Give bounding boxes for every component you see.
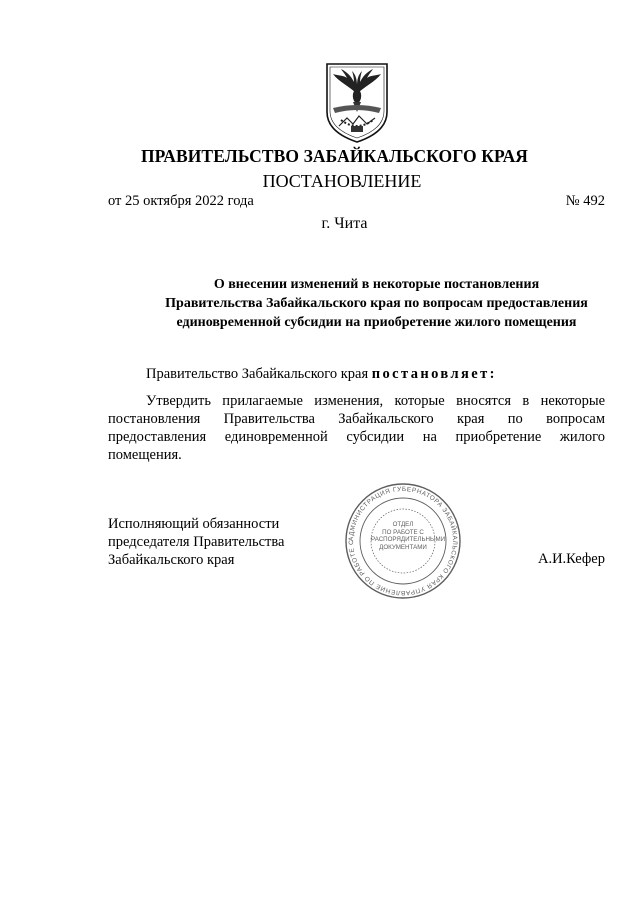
stamp-center-line: ОТДЕЛ	[392, 521, 414, 528]
signatory-title	[108, 515, 284, 569]
stamp-center-text	[371, 521, 446, 551]
decree-intro	[146, 366, 497, 383]
document-number: № 492	[565, 193, 605, 209]
stamp-center-line: РАСПОРЯДИТЕЛЬНЫМИ	[371, 536, 446, 543]
signatory-name: А.И.Кефер	[537, 551, 605, 567]
document-city: г. Чита	[321, 215, 368, 232]
document-date: от 25 октября 2022 года	[108, 193, 254, 209]
signatory-title-line: председателя Правительства	[108, 534, 285, 550]
subject-line: Правительства Забайкальского края по вопросам предоставления	[165, 296, 588, 311]
signatory-title-line: Исполняющий обязанности	[108, 516, 280, 532]
subject-line: О внесении изменений в некоторые постановления	[213, 277, 540, 292]
document-subject	[148, 275, 605, 332]
decree-word: постановляет:	[371, 366, 497, 382]
intro-text: Правительство Забайкальского края	[146, 366, 369, 382]
zabaykalsky-coat-of-arms-icon	[321, 60, 393, 144]
document-type: ПОСТАНОВЛЕНИЕ	[262, 171, 422, 191]
organization-title: ПРАВИТЕЛЬСТВО ЗАБАЙКАЛЬСКОГО КРАЯ	[140, 146, 529, 166]
stamp-ring-text: Администрация Губернатора Забайкальского края управление по работе с	[347, 485, 459, 597]
stamp-center-line: ПО РАБОТЕ С	[382, 528, 424, 536]
official-stamp-icon	[343, 481, 463, 601]
decree-paragraph: Утвердить прилагаемые изменения, которые вносятся в некоторые постановления Правительства Забайкальского края по вопросам предоставления единовременной субсидии на приобретение жилого помещения.	[108, 393, 605, 463]
stamp-center-line: ДОКУМЕНТАМИ	[379, 543, 427, 551]
subject-line: единовременной субсидии на приобретение жилого помещения	[176, 315, 577, 330]
signatory-title-line: Забайкальского края	[108, 552, 235, 568]
